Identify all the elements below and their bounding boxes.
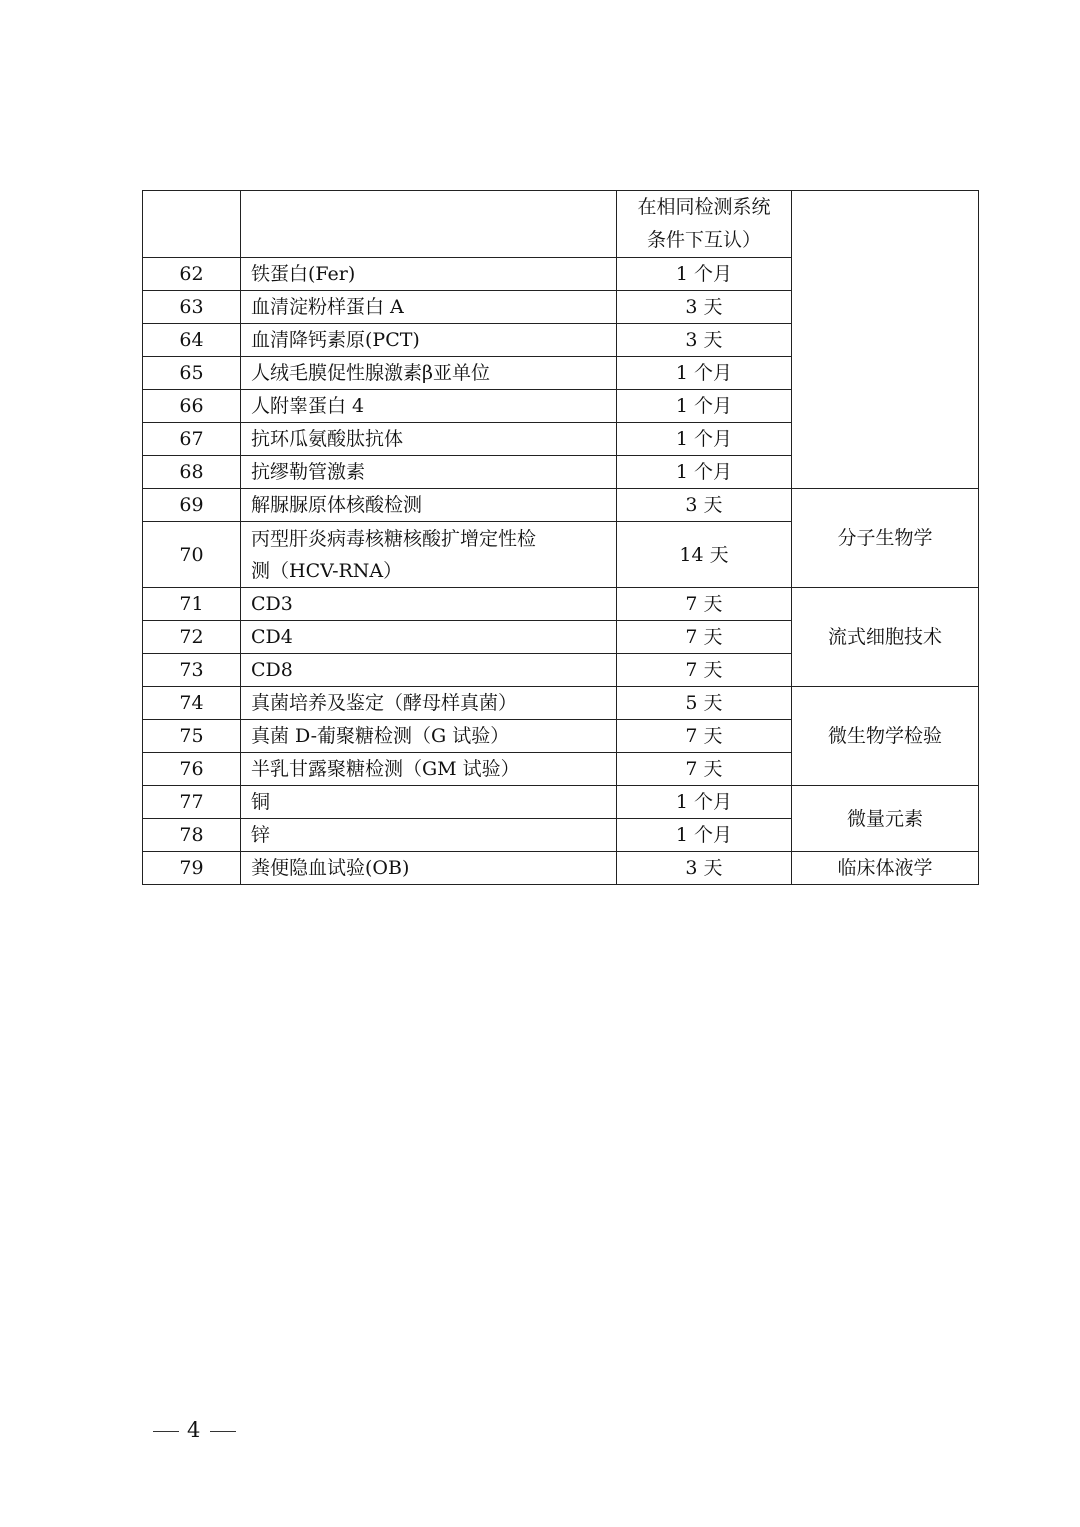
row-item: 真菌培养及鉴定（酵母样真菌）: [241, 687, 617, 720]
row-item: 抗缪勒管激素: [241, 456, 617, 489]
row-period: 7 天: [617, 753, 792, 786]
row-number: 69: [143, 489, 241, 522]
row-item: 血清淀粉样蛋白 A: [241, 291, 617, 324]
cell-category-blank: [792, 191, 979, 489]
row-number: 76: [143, 753, 241, 786]
row-period: 3 天: [617, 291, 792, 324]
row-item-line1: 丙型肝炎病毒核糖核酸扩增定性检: [251, 527, 537, 550]
category-micro: 微生物学检验: [792, 687, 979, 786]
row-number: 78: [143, 819, 241, 852]
row-period: 3 天: [617, 489, 792, 522]
row-number: 65: [143, 357, 241, 390]
table-row: [143, 786, 979, 819]
row-number: 70: [143, 522, 241, 588]
row-item: 铜: [241, 786, 617, 819]
table-row: [143, 852, 979, 885]
row-period: 7 天: [617, 621, 792, 654]
row-number: 79: [143, 852, 241, 885]
row-period: 1 个月: [617, 258, 792, 291]
footer-dash-right: [210, 1431, 236, 1432]
cell-no-header: [143, 191, 241, 258]
period-header-line2: 条件下互认）: [646, 229, 761, 251]
table-row: [143, 687, 979, 720]
row-item: CD4: [241, 621, 617, 654]
row-number: 67: [143, 423, 241, 456]
row-item: 粪便隐血试验(OB): [241, 852, 617, 885]
row-number: 77: [143, 786, 241, 819]
row-period: 1 个月: [617, 786, 792, 819]
row-number: 71: [143, 588, 241, 621]
row-period: 7 天: [617, 654, 792, 687]
row-period: 1 个月: [617, 456, 792, 489]
row-item: 铁蛋白(Fer): [241, 258, 617, 291]
category-fluid: 临床体液学: [792, 852, 979, 885]
row-period: 1 个月: [617, 819, 792, 852]
row-item: 人绒毛膜促性腺激素β亚单位: [241, 357, 617, 390]
row-item: 锌: [241, 819, 617, 852]
cell-item-header: [241, 191, 617, 258]
row-item: 解脲脲原体核酸检测: [241, 489, 617, 522]
row-number: 62: [143, 258, 241, 291]
row-period: 3 天: [617, 852, 792, 885]
row-period: 7 天: [617, 588, 792, 621]
row-item: [241, 522, 617, 588]
row-period: 7 天: [617, 720, 792, 753]
row-number: 64: [143, 324, 241, 357]
row-number: 75: [143, 720, 241, 753]
row-item: 真菌 D-葡聚糖检测（G 试验）: [241, 720, 617, 753]
row-number: 68: [143, 456, 241, 489]
table-row: [143, 588, 979, 621]
row-item: 抗环瓜氨酸肽抗体: [241, 423, 617, 456]
footer-dash-left: [153, 1431, 179, 1432]
row-number: 74: [143, 687, 241, 720]
row-period: 3 天: [617, 324, 792, 357]
test-items-table: [142, 190, 979, 885]
row-item: 血清降钙素原(PCT): [241, 324, 617, 357]
category-molecular: 分子生物学: [792, 489, 979, 588]
row-item: 人附睾蛋白 4: [241, 390, 617, 423]
row-period: 14 天: [617, 522, 792, 588]
row-item: 半乳甘露聚糖检测（GM 试验）: [241, 753, 617, 786]
table-row-header: [143, 191, 979, 258]
row-number: 66: [143, 390, 241, 423]
page-number: 4: [187, 1418, 203, 1442]
row-number: 73: [143, 654, 241, 687]
row-period: 5 天: [617, 687, 792, 720]
row-number: 63: [143, 291, 241, 324]
row-period: 1 个月: [617, 390, 792, 423]
row-item: CD8: [241, 654, 617, 687]
row-period: 1 个月: [617, 357, 792, 390]
row-item: CD3: [241, 588, 617, 621]
page-footer: [145, 1418, 244, 1442]
category-trace: 微量元素: [792, 786, 979, 852]
row-item-line2: 测（HCV-RNA）: [251, 559, 403, 582]
row-number: 72: [143, 621, 241, 654]
category-flow: 流式细胞技术: [792, 588, 979, 687]
table-row: [143, 489, 979, 522]
cell-period-header: [617, 191, 792, 258]
period-header-line1: 在相同检测系统: [637, 196, 771, 218]
row-period: 1 个月: [617, 423, 792, 456]
